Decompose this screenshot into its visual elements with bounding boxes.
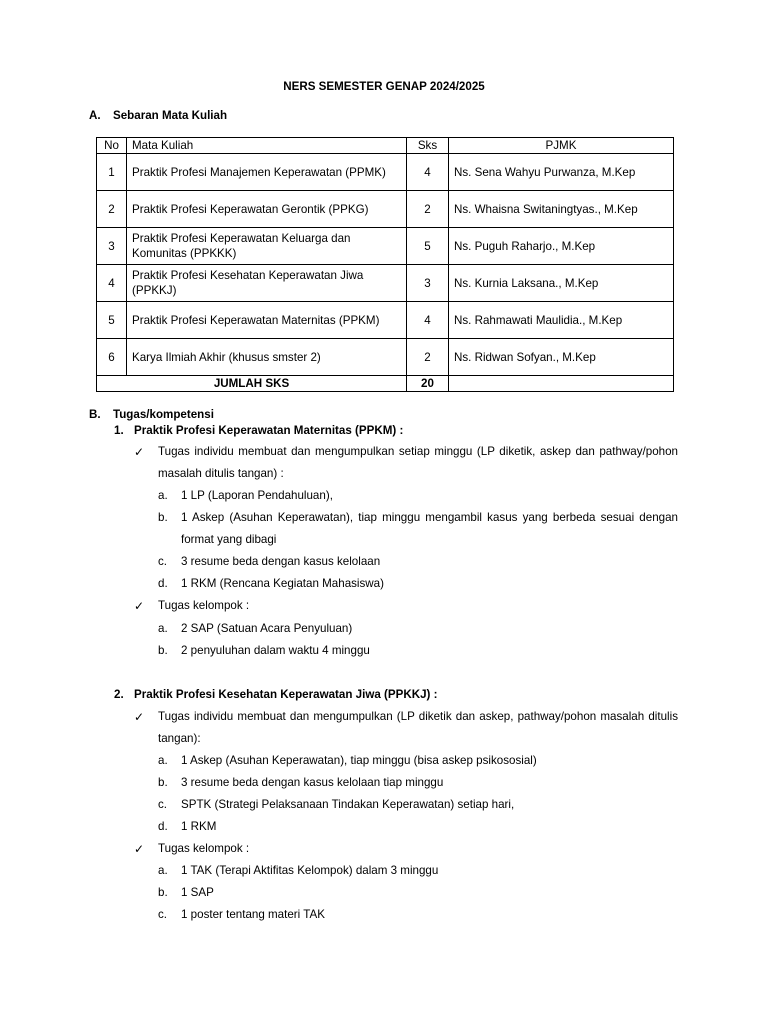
list-text: 3 resume beda dengan kasus kelolaan tiap minggu [181,776,444,789]
cell-pjmk: Ns. Ridwan Sofyan., M.Kep [449,339,674,376]
subsection-2-heading [114,688,437,701]
cell-sks: 3 [407,265,449,302]
list-item [158,882,678,904]
list-item [158,750,678,772]
cell-sks: 2 [407,191,449,228]
list-marker: b. [158,776,168,789]
cell-pjmk: Ns. Rahmawati Maulidia., M.Kep [449,302,674,339]
list-item [158,551,678,573]
list-marker: b. [158,886,168,899]
subsection-1-heading [114,424,403,437]
cell-no: 2 [97,191,127,228]
list-item [158,507,678,551]
list-marker: a. [158,754,168,767]
section-b-label: Tugas/kompetensi [113,408,214,421]
checklist-text: Tugas kelompok : [158,842,250,855]
list-marker: c. [158,555,168,568]
list-text: 1 LP (Laporan Pendahuluan), [181,489,333,502]
list-marker: c. [158,908,168,921]
list-text: SPTK (Strategi Pelaksanaan Tindakan Keperawatan) setiap hari, [181,798,515,811]
list-text: 1 SAP [181,886,214,899]
list-text: 1 Askep (Asuhan Keperawatan), tiap minggu (bisa askep psikososial) [181,754,537,767]
table-total-row [97,376,674,392]
list-text: 1 TAK (Terapi Aktifitas Kelompok) dalam 3 minggu [181,864,439,877]
checkmark-icon: ✓ [134,599,145,613]
list-item [158,772,678,794]
section-a-letter: A. [89,109,101,122]
cell-pjmk: Ns. Puguh Raharjo., M.Kep [449,228,674,265]
list-marker: b. [158,644,168,657]
table-row [97,265,674,302]
list-text: 1 RKM (Rencana Kegiatan Mahasiswa) [181,577,384,590]
total-empty-cell [449,376,674,392]
section-b-letter: B. [89,408,101,421]
checklist-text: Tugas individu membuat dan mengumpulkan (LP diketik dan askep, pathway/pohon masalah ditulis tangan): [158,710,678,745]
cell-sks: 4 [407,154,449,191]
cell-sks: 2 [407,339,449,376]
list-item [158,816,678,838]
checklist-item [134,838,678,860]
list-item [158,640,678,662]
list-item [158,904,678,926]
subsection-1-title: Praktik Profesi Keperawatan Maternitas (PPKM) : [134,424,404,437]
list-item [158,618,678,640]
cell-mata-kuliah: Praktik Profesi Kesehatan Keperawatan Jiwa (PPKKJ) [127,265,407,302]
section-a-heading [89,109,227,122]
cell-no: 1 [97,154,127,191]
list-text: 3 resume beda dengan kasus kelolaan [181,555,381,568]
cell-mata-kuliah: Praktik Profesi Manajemen Keperawatan (PPMK) [127,154,407,191]
list-marker: b. [158,511,168,524]
section-a-label: Sebaran Mata Kuliah [113,109,228,122]
cell-pjmk: Ns. Whaisna Switaningtyas., M.Kep [449,191,674,228]
checklist-item [134,595,678,617]
cell-mata-kuliah: Praktik Profesi Keperawatan Maternitas (PPKM) [127,302,407,339]
cell-no: 4 [97,265,127,302]
list-item [158,573,678,595]
cell-no: 6 [97,339,127,376]
header-pjmk: PJMK [449,138,674,154]
table-header-row [97,138,674,154]
list-text: 1 RKM [181,820,217,833]
checklist-text: Tugas individu membuat dan mengumpulkan setiap minggu (LP diketik, askep dan pathway/pohon masalah ditulis tangan) : [158,445,678,480]
total-label: JUMLAH SKS [97,376,407,392]
checklist-item [134,441,678,485]
table-row [97,339,674,376]
checkmark-icon: ✓ [134,445,145,459]
list-item [158,485,678,507]
list-text: 2 penyuluhan dalam waktu 4 minggu [181,644,370,657]
list-marker: a. [158,489,168,502]
list-marker: c. [158,798,168,811]
cell-mata-kuliah: Praktik Profesi Keperawatan Keluarga dan Komunitas (PPKKK) [127,228,407,265]
list-marker: a. [158,864,168,877]
table-row [97,228,674,265]
list-marker: d. [158,820,168,833]
list-text: 1 Askep (Asuhan Keperawatan), tiap minggu mengambil kasus yang berbeda sesuai dengan format yang dibagi [181,511,678,546]
page-title: NERS SEMESTER GENAP 2024/2025 [283,80,485,93]
cell-mata-kuliah: Karya Ilmiah Akhir (khusus smster 2) [127,339,407,376]
subsection-2-title: Praktik Profesi Kesehatan Keperawatan Jiwa (PPKKJ) : [134,688,438,701]
table-row [97,191,674,228]
list-item [158,860,678,882]
subsection-1-number: 1. [114,424,124,437]
subsection-2-number: 2. [114,688,124,701]
checkmark-icon: ✓ [134,710,145,724]
list-text: 2 SAP (Satuan Acara Penyuluan) [181,622,353,635]
cell-sks: 4 [407,302,449,339]
table-row [97,302,674,339]
checkmark-icon: ✓ [134,842,145,856]
list-marker: d. [158,577,168,590]
table-row [97,154,674,191]
header-no: No [97,138,127,154]
list-marker: a. [158,622,168,635]
total-value: 20 [407,376,449,392]
cell-pjmk: Ns. Kurnia Laksana., M.Kep [449,265,674,302]
course-table [96,137,674,392]
cell-pjmk: Ns. Sena Wahyu Purwanza, M.Kep [449,154,674,191]
cell-no: 3 [97,228,127,265]
cell-mata-kuliah: Praktik Profesi Keperawatan Gerontik (PPKG) [127,191,407,228]
header-sks: Sks [407,138,449,154]
section-b-heading [89,408,214,421]
list-text: 1 poster tentang materi TAK [181,908,325,921]
checklist-text: Tugas kelompok : [158,599,250,612]
cell-sks: 5 [407,228,449,265]
checklist-item [134,706,678,750]
list-item [158,794,678,816]
cell-no: 5 [97,302,127,339]
header-mata-kuliah: Mata Kuliah [127,138,407,154]
